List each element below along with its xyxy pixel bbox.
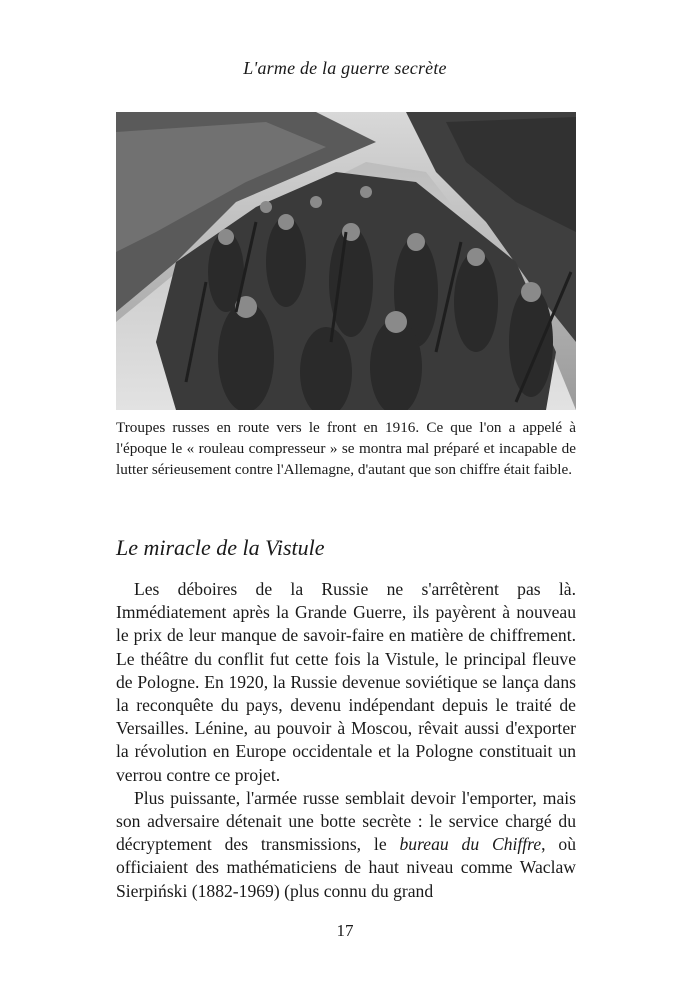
page-number: 17 bbox=[336, 921, 354, 940]
photo-troops-icon bbox=[116, 112, 576, 410]
paragraph-2-end: , où officiaient des mathématiciens de haut niveau comme Waclaw Sierpiński (1882-1969) (plus connu du grand bbox=[116, 834, 577, 901]
paragraph-2-start: Plus puissante, l'armée russe semblait devoir l'emporter, mais son adversaire détenait une botte secrète : le service chargé du décryptement des transmissions, le bbox=[116, 787, 576, 855]
figure-caption bbox=[116, 417, 576, 480]
section-heading: Le miracle de la Vistule bbox=[116, 535, 325, 560]
paragraph-2 bbox=[116, 787, 576, 903]
paragraph-2-italic: bureau du Chiffre bbox=[399, 834, 542, 855]
paragraph-1: Les déboires de la Russie ne s'arrêtèrent pas là. Immédiatement après la Grande Guerre, ils payèrent à nouveau le prix de leur manque de savoir-faire en matière de chiffrement. Le théâtre du conflit fut cette fois la Vistule, le principal fleuve de Pologne. En 1920, la Russie devenue soviétique se lança dans la reconquête du pays, devenu indépendant depuis le traité de Versailles. Lénine, au pouvoir à Moscou, rêvait aussi d'exporter la révolution en Europe occidentale et la Pologne constituait un verrou contre ce projet. bbox=[116, 579, 576, 785]
body-text bbox=[116, 578, 576, 903]
troops-photo bbox=[116, 112, 576, 410]
running-header: L'arme de la guerre secrète bbox=[243, 58, 447, 78]
caption-text: Troupes russes en route vers le front en 1916. Ce que l'on a appelé à l'époque le « rouleau compresseur » se montra mal préparé et incapable de lutter sérieusement contre l'Allemagne, d'autant que son chiffre était faible. bbox=[116, 419, 576, 478]
